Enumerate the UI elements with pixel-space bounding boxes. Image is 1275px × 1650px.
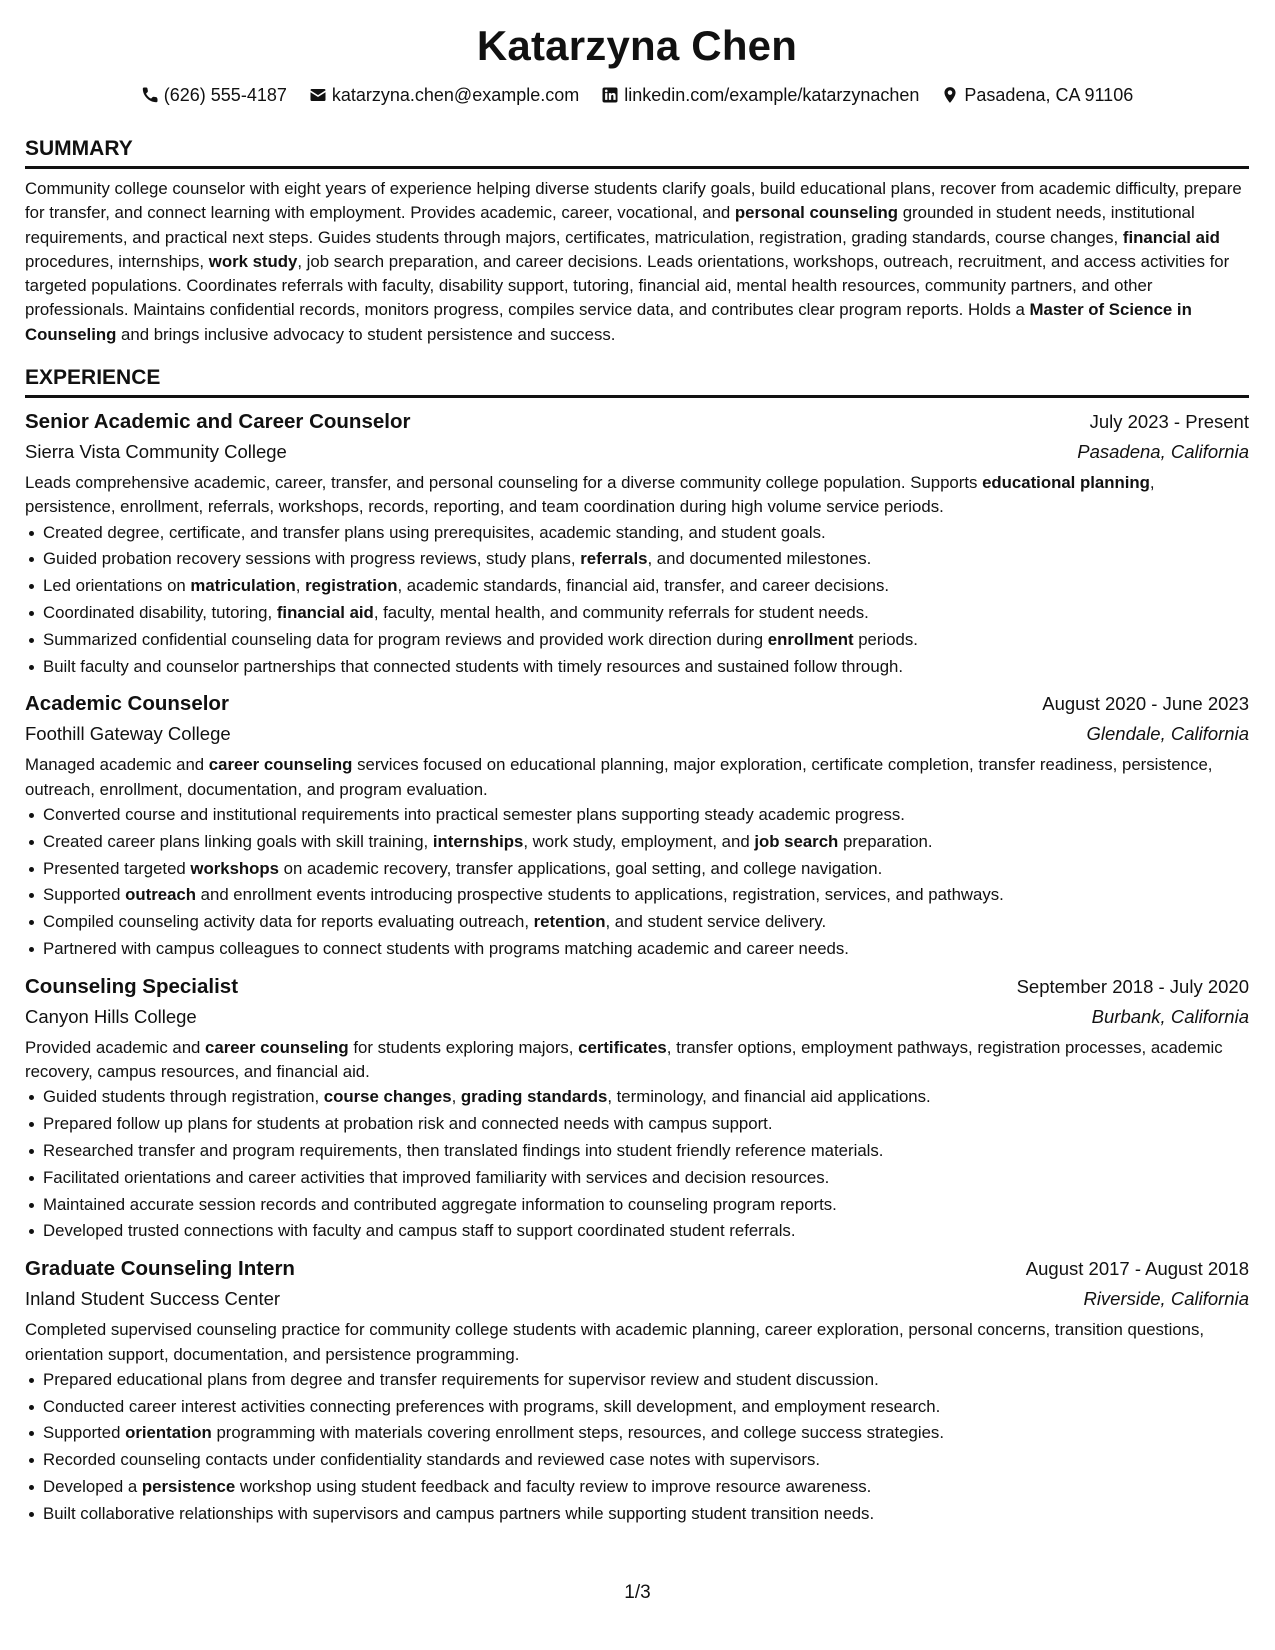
keyword-bold: personal counseling bbox=[734, 203, 899, 223]
contact-email[interactable] bbox=[309, 82, 579, 108]
text-run: Prepared educational plans from degree and transfer requirements for supervisor review and student discussion. bbox=[43, 1369, 879, 1389]
text-run: , bbox=[295, 576, 306, 596]
text-run: Developed a bbox=[43, 1476, 142, 1496]
text-run: Created degree, certificate, and transfer plans using prerequisites, academic standing, and student goals. bbox=[43, 522, 826, 542]
text-run: Recorded counseling contacts under confidentiality standards and reviewed case notes with supervisors. bbox=[43, 1450, 821, 1470]
contact-bar bbox=[25, 82, 1249, 108]
job-title: Counseling Specialist bbox=[25, 974, 239, 998]
text-run: Partnered with campus colleagues to connect students with programs matching academic and career needs. bbox=[43, 939, 849, 959]
text-run: workshop using student feedback and faculty review to improve resource awareness. bbox=[235, 1476, 872, 1496]
text-run: , persistence, enrollment, referrals, workshops, records, reporting, and team coordination during high volume service periods. bbox=[25, 473, 1155, 517]
bullet-item bbox=[25, 1501, 1249, 1528]
experience-section bbox=[25, 365, 1249, 1528]
linkedin-icon bbox=[601, 86, 619, 104]
text-run: Prepared follow up plans for students at probation risk and connected needs with campus support. bbox=[43, 1114, 773, 1134]
text-run: procedures, internships, bbox=[25, 251, 209, 271]
job-bullets bbox=[25, 520, 1249, 681]
experience-heading: EXPERIENCE bbox=[25, 365, 1249, 398]
text-run: Community college counselor with eight years of experience helping diverse students clarify goals, build educational plans, recover from academic difficulty, prepare for transfer, and connect learning with employment. Provides academic, career, vocational, and bbox=[25, 179, 1242, 223]
page-number: 1/3 bbox=[624, 1582, 651, 1603]
text-run: , job search preparation, and career decisions. Leads orientations, workshops, outreach, recruitment, and access activities for targeted populations. Coordinates referrals with faculty, disability support, tutoring, financial aid, mental health resources, community partners, and other professionals. Maintains confidential records, monitors progress, compiles service data, and contributes clear program reports. Holds a bbox=[25, 251, 1230, 320]
job-list bbox=[25, 408, 1249, 1528]
job-header bbox=[25, 690, 1249, 718]
job-entry bbox=[25, 1255, 1249, 1527]
linkedin-text[interactable]: linkedin.com/example/katarzynachen bbox=[624, 85, 920, 105]
text-run: , transfer options, employment pathways, registration processes, academic recovery, campus resources, and financial aid. bbox=[25, 1037, 1223, 1082]
keyword-bold: financial aid bbox=[276, 603, 374, 623]
keyword-bold: certificates bbox=[578, 1037, 667, 1057]
keyword-bold: Master of Science in Counseling bbox=[25, 300, 1192, 344]
map-pin-icon bbox=[941, 86, 959, 104]
text-run: Facilitated orientations and career activities that improved familiarity with services and decision resources. bbox=[43, 1167, 830, 1187]
job-dates: August 2017 - August 2018 bbox=[1025, 1258, 1249, 1280]
text-run: programming with materials covering enrollment steps, resources, and college success strategies. bbox=[211, 1423, 944, 1443]
email-text[interactable]: katarzyna.chen@example.com bbox=[331, 85, 580, 105]
bullet-item bbox=[25, 1138, 1249, 1165]
keyword-bold: financial aid bbox=[1122, 227, 1220, 247]
text-run: , faculty, mental health, and community referrals for student needs. bbox=[373, 603, 869, 623]
keyword-bold: job search bbox=[754, 831, 839, 851]
bullet-item bbox=[25, 1192, 1249, 1219]
job-location: Burbank, California bbox=[1091, 1005, 1249, 1027]
text-run: Completed supervised counseling practice for community college students with academic planning, career exploration, personal concerns, transition questions, orientation support, documentation, and persistence programming. bbox=[25, 1320, 1205, 1364]
job-dates: July 2023 - Present bbox=[1089, 411, 1249, 433]
job-description bbox=[25, 471, 1249, 520]
keyword-bold: educational planning bbox=[982, 473, 1150, 493]
keyword-bold: enrollment bbox=[767, 629, 854, 649]
keyword-bold: career counseling bbox=[208, 755, 353, 775]
job-entry bbox=[25, 690, 1249, 962]
text-run: Researched transfer and program requirements, then translated findings into student friendly reference materials. bbox=[43, 1141, 884, 1161]
text-run: Led orientations on bbox=[43, 576, 191, 596]
text-run: preparation. bbox=[838, 831, 933, 851]
keyword-bold: outreach bbox=[125, 885, 196, 905]
job-subheader bbox=[25, 439, 1249, 465]
text-run: periods. bbox=[853, 629, 918, 649]
job-description bbox=[25, 1318, 1249, 1367]
text-run: Supported bbox=[43, 885, 126, 905]
keyword-bold: matriculation bbox=[190, 576, 296, 596]
contact-phone bbox=[141, 82, 287, 108]
text-run: Compiled counseling activity data for reports evaluating outreach, bbox=[43, 912, 534, 932]
text-run: Conducted career interest activities connecting preferences with programs, skill development, and employment research. bbox=[43, 1396, 941, 1416]
bullet-item bbox=[25, 573, 1249, 600]
job-subheader bbox=[25, 721, 1249, 747]
text-run: Guided students through registration, bbox=[43, 1087, 324, 1107]
text-run: Provided academic and bbox=[25, 1037, 206, 1057]
job-organization: Inland Student Success Center bbox=[25, 1288, 281, 1310]
job-organization: Foothill Gateway College bbox=[25, 723, 231, 745]
text-run: Leads comprehensive academic, career, transfer, and personal counseling for a diverse community college population. Supports bbox=[25, 473, 983, 493]
keyword-bold: persistence bbox=[141, 1476, 236, 1496]
phone-text: (626) 555-4187 bbox=[163, 85, 287, 105]
bullet-item bbox=[25, 1084, 1249, 1111]
job-subheader bbox=[25, 1004, 1249, 1030]
keyword-bold: career counseling bbox=[205, 1037, 349, 1057]
bullet-item bbox=[25, 1447, 1249, 1474]
contact-linkedin[interactable] bbox=[601, 82, 919, 108]
job-title: Senior Academic and Career Counselor bbox=[25, 410, 411, 434]
text-run: , work study, employment, and bbox=[523, 831, 755, 851]
text-run: , bbox=[451, 1087, 461, 1107]
bullet-item bbox=[25, 1218, 1249, 1245]
keyword-bold: work study bbox=[208, 251, 298, 271]
text-run: Guided probation recovery sessions with progress reviews, study plans, bbox=[43, 549, 581, 569]
job-subheader bbox=[25, 1286, 1249, 1312]
text-run: , and student service delivery. bbox=[605, 912, 827, 932]
text-run: on academic recovery, transfer applications, goal setting, and college navigation. bbox=[279, 858, 883, 878]
keyword-bold: internships bbox=[432, 831, 524, 851]
phone-icon bbox=[141, 86, 159, 104]
job-location: Glendale, California bbox=[1086, 723, 1249, 745]
job-header bbox=[25, 973, 1249, 1001]
text-run: Presented targeted bbox=[43, 858, 191, 878]
text-run: and brings inclusive advocacy to student persistence and success. bbox=[116, 324, 616, 344]
bullet-item bbox=[25, 909, 1249, 936]
bullet-item bbox=[25, 520, 1249, 547]
job-entry bbox=[25, 973, 1249, 1245]
keyword-bold: registration bbox=[305, 576, 398, 596]
text-run: grounded in student needs, institutional requirements, and practical next steps. Guides students through majors, certificates, matriculation, registration, grading standards, course changes, bbox=[25, 203, 1195, 247]
text-run: Developed trusted connections with faculty and campus staff to support coordinated student referrals. bbox=[43, 1221, 796, 1241]
job-bullets bbox=[25, 802, 1249, 963]
candidate-name: Katarzyna Chen bbox=[476, 22, 798, 69]
summary-heading: SUMMARY bbox=[25, 136, 1249, 169]
text-run: Built faculty and counselor partnerships that connected students with timely resources and sustained follow through. bbox=[43, 656, 904, 676]
job-description bbox=[25, 1036, 1249, 1085]
bullet-item bbox=[25, 1394, 1249, 1421]
text-run: services focused on educational planning, major exploration, certificate completion, transfer readiness, persistence, outreach, enrollment, documentation, and program evaluation. bbox=[25, 755, 1213, 799]
contact-location bbox=[941, 82, 1133, 108]
bullet-item bbox=[25, 936, 1249, 963]
keyword-bold: course changes bbox=[323, 1087, 452, 1107]
job-bullets bbox=[25, 1367, 1249, 1528]
keyword-bold: workshops bbox=[190, 858, 279, 878]
job-description bbox=[25, 753, 1249, 802]
text-run: and enrollment events introducing prospective students to applications, registration, services, and pathways. bbox=[195, 885, 1004, 905]
job-title: Academic Counselor bbox=[25, 692, 229, 716]
keyword-bold: orientation bbox=[125, 1423, 212, 1443]
job-organization: Canyon Hills College bbox=[25, 1005, 197, 1027]
bullet-item bbox=[25, 802, 1249, 829]
bullet-item bbox=[25, 1474, 1249, 1501]
bullet-item bbox=[25, 1420, 1249, 1447]
text-run: Coordinated disability, tutoring, bbox=[43, 603, 277, 623]
text-run: Managed academic and bbox=[25, 755, 209, 775]
job-entry bbox=[25, 408, 1249, 680]
text-run: Built collaborative relationships with supervisors and campus partners while supporting student transition needs. bbox=[43, 1503, 875, 1523]
bullet-item bbox=[25, 546, 1249, 573]
text-run: Maintained accurate session records and contributed aggregate information to counseling program reports. bbox=[43, 1194, 837, 1214]
text-run: Summarized confidential counseling data for program reviews and provided work direction during bbox=[43, 629, 768, 649]
resume-page bbox=[25, 18, 1249, 1528]
bullet-item bbox=[25, 1111, 1249, 1138]
envelope-icon bbox=[309, 86, 327, 104]
bullet-item bbox=[25, 1367, 1249, 1394]
bullet-item bbox=[25, 829, 1249, 856]
text-run: for students exploring majors, bbox=[348, 1037, 579, 1057]
job-title: Graduate Counseling Intern bbox=[25, 1257, 295, 1281]
location-text: Pasadena, CA 91106 bbox=[964, 85, 1134, 105]
job-dates: September 2018 - July 2020 bbox=[1016, 975, 1249, 997]
bullet-item bbox=[25, 856, 1249, 883]
text-run: Converted course and institutional requirements into practical semester plans supporting steady academic progress. bbox=[43, 805, 905, 825]
bullet-item bbox=[25, 1165, 1249, 1192]
keyword-bold: retention bbox=[533, 912, 606, 932]
summary-text bbox=[25, 177, 1249, 347]
text-run: Supported bbox=[43, 1423, 126, 1443]
text-run: Created career plans linking goals with skill training, bbox=[43, 831, 433, 851]
job-location: Riverside, California bbox=[1083, 1288, 1249, 1310]
text-run: , academic standards, financial aid, transfer, and career decisions. bbox=[397, 576, 890, 596]
job-dates: August 2020 - June 2023 bbox=[1042, 693, 1249, 715]
keyword-bold: referrals bbox=[580, 549, 648, 569]
job-header bbox=[25, 408, 1249, 436]
job-bullets bbox=[25, 1084, 1249, 1245]
job-location: Pasadena, California bbox=[1077, 441, 1249, 463]
bullet-item bbox=[25, 600, 1249, 627]
bullet-item bbox=[25, 627, 1249, 654]
bullet-item bbox=[25, 882, 1249, 909]
keyword-bold: grading standards bbox=[460, 1087, 608, 1107]
summary-section bbox=[25, 136, 1249, 347]
text-run: , and documented milestones. bbox=[647, 549, 872, 569]
bullet-item bbox=[25, 654, 1249, 681]
text-run: , terminology, and financial aid applications. bbox=[607, 1087, 931, 1107]
job-header bbox=[25, 1255, 1249, 1283]
job-organization: Sierra Vista Community College bbox=[25, 441, 287, 463]
